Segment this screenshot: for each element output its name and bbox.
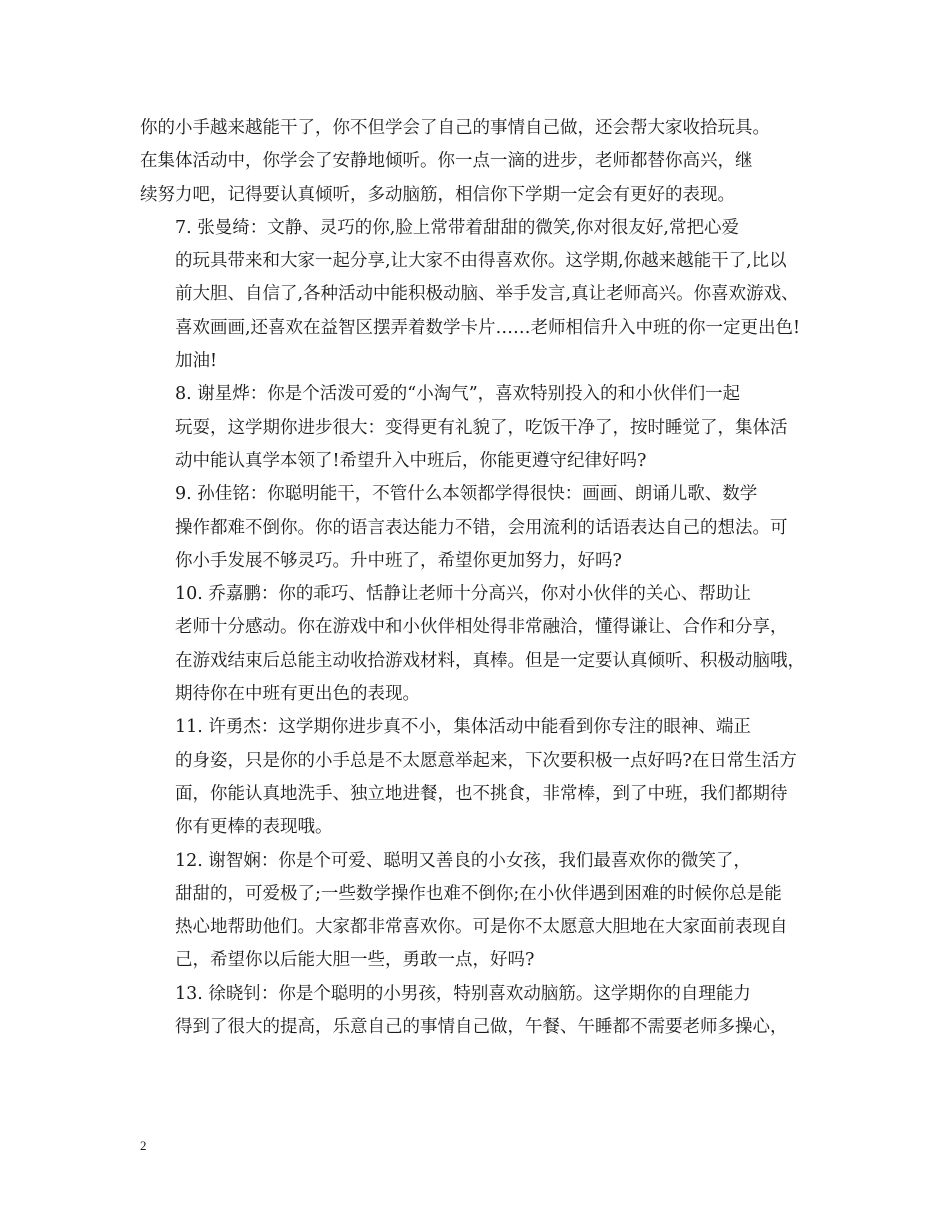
paragraph [140, 978, 812, 1045]
paragraph [140, 845, 812, 978]
paragraph [140, 478, 812, 578]
text-line: 甜甜的，可爱极了;一些数学操作也难不倒你;在小伙伴遇到困难的时候你总是能 [175, 883, 782, 904]
text-line: 己，希望你以后能大胆一些，勇敢一点，好吗? [175, 950, 535, 971]
text-line: 12. 谢智娴：你是个可爱、聪明又善良的小女孩，我们最喜欢你的微笑了， [175, 850, 751, 871]
text-line: 喜欢画画,还喜欢在益智区摆弄着数学卡片……老师相信升入中班的你一定更出色! [175, 317, 801, 338]
paragraph [140, 578, 812, 711]
text-line: 10. 乔嘉鹏：你的乖巧、恬静让老师十分高兴，你对小伙伴的关心、帮助让 [175, 584, 751, 605]
text-line: 13. 徐晓钊：你是个聪明的小男孩，特别喜欢动脑筋。这学期你的自理能力 [175, 983, 751, 1004]
text-line: 11. 许勇杰：这学期你进步真不小，集体活动中能看到你专注的眼神、端正 [175, 717, 751, 738]
text-line: 7. 张曼绮：文静、灵巧的你,脸上常带着甜甜的微笑,你对很友好,常把心爱 [175, 217, 739, 238]
paragraph [140, 212, 812, 378]
text-line: 面，你能认真地洗手、独立地进餐，也不挑食，非常棒，到了中班，我们都期待 [175, 783, 788, 804]
page-number: 2 [140, 1138, 147, 1153]
text-line: 老师十分感动。你在游戏中和小伙伴相处得非常融洽，懂得谦让、合作和分享， [175, 617, 788, 638]
text-line: 动中能认真学本领了!希望升入中班后，你能更遵守纪律好吗? [175, 450, 647, 471]
text-line: 你的小手越来越能干了，你不但学会了自己的事情自己做，还会帮大家收拾玩具。 [140, 118, 770, 138]
text-line: 期待你在中班有更出色的表现。 [175, 684, 420, 705]
text-line: 的身姿，只是你的小手总是不太愿意举起来，下次要积极一点好吗?在日常生活方 [175, 750, 797, 771]
paragraph [140, 112, 812, 212]
text-line: 你小手发展不够灵巧。升中班了，希望你更加努力，好吗? [175, 550, 622, 571]
text-line: 你有更棒的表现哦。 [175, 817, 333, 838]
text-line: 操作都难不倒你。你的语言表达能力不错，会用流利的话语表达自己的想法。可 [175, 517, 788, 538]
paragraph [140, 378, 812, 478]
text-line: 得到了很大的提高，乐意自己的事情自己做，午餐、午睡都不需要老师多操心， [175, 1017, 788, 1038]
text-line: 8. 谢星烨：你是个活泼可爱的“小淘气”，喜欢特别投入的和小伙伴们一起 [175, 384, 741, 405]
text-line: 在集体活动中，你学会了安静地倾听。你一点一滴的进步，老师都替你高兴，继 [140, 151, 753, 172]
text-line: 9. 孙佳铭：你聪明能干，不管什么本领都学得很快：画画、朗诵儿歌、数学 [175, 484, 758, 505]
text-line: 加油! [175, 351, 218, 372]
text-line: 续努力吧，记得要认真倾听，多动脑筋，相信你下学期一定会有更好的表现。 [140, 184, 735, 205]
text-line: 的玩具带来和大家一起分享,让大家不由得喜欢你。这学期,你越来越能干了,比以 [175, 251, 787, 272]
text-line: 在游戏结束后总能主动收拾游戏材料，真棒。但是一定要认真倾听、积极动脑哦， [175, 650, 805, 671]
text-line: 玩耍，这学期你进步很大：变得更有礼貌了，吃饭干净了，按时睡觉了，集体活 [175, 417, 788, 438]
document-body [140, 112, 812, 1044]
text-line: 前大胆、自信了,各种活动中能积极动脑、举手发言,真让老师高兴。你喜欢游戏、 [175, 284, 799, 305]
paragraph [140, 711, 812, 844]
text-line: 热心地帮助他们。大家都非常喜欢你。可是你不太愿意大胆地在大家面前表现自 [175, 917, 788, 938]
